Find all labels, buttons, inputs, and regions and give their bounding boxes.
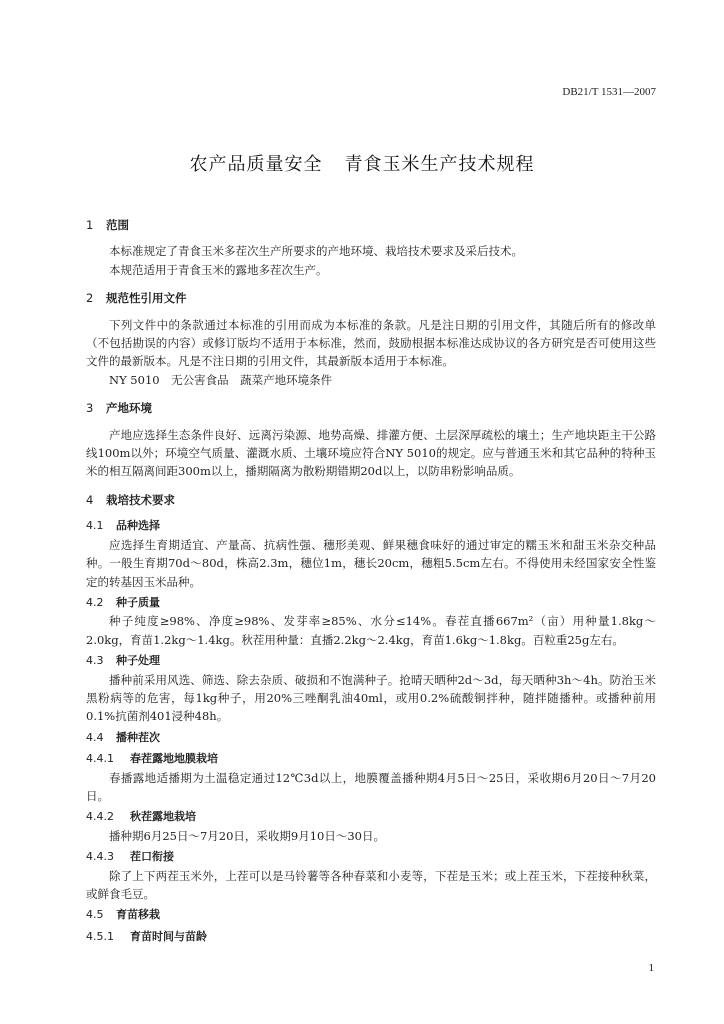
document-title [0, 150, 724, 176]
subsection-heading-4-5-1: 4.5.1 育苗时间与苗龄 [86, 929, 207, 943]
title-part-b: 青食玉米生产技术规程 [344, 154, 535, 175]
paragraph: 本规范适用于青食玉米的露地多茬次生产。 [109, 262, 328, 277]
subsection-heading-4-4-1: 4.4.1 春茬露地地膜栽培 [86, 752, 218, 766]
paragraph: 播种期6月25日～7月20日，采收期9月10日～30日。 [109, 828, 385, 843]
page-number: 1 [648, 962, 654, 974]
paragraph: 播种前采用风选、筛选、除去杂质、破损和不饱满种子。抢晴天晒种2d～3d，每天晒种3h～4h。防治玉米黑粉病等的危害，每1kg种子，用20%三唑酮乳油40ml，或用0.2%硫酸铜拌种，随拌随播种。或播种前用0.1%抗菌剂401浸种48h。 [86, 672, 656, 724]
reference-item: NY 5010 无公害食品 蔬菜产地环境条件 [109, 372, 333, 387]
subsection-heading-4-1: 4.1 品种选择 [86, 519, 160, 533]
subsection-heading-4-5: 4.5 育苗移栽 [86, 908, 160, 922]
section-heading-2: 2 规范性引用文件 [86, 291, 187, 306]
subsection-heading-4-3: 4.3 种子处理 [86, 654, 160, 668]
paragraph: 种子纯度≥98%、净度≥98%、发芽率≥85%、水分≤14%。春茬直播667m²（亩）用种量1.8kg～2.0kg，育苗1.2kg～1.4kg。秋茬用种量：直播2.2kg～2.4kg，育苗1.6kg～1.8kg。百粒重25g左右。 [86, 614, 656, 647]
paragraph: 除了上下两茬玉米外，上茬可以是马铃薯等各种春菜和小麦等，下茬是玉米；或上茬玉米，下茬接种秋菜，或鲜食毛豆。 [86, 868, 656, 901]
subsection-heading-4-2: 4.2 种子质量 [86, 595, 160, 609]
paragraph: 本标准规定了青食玉米多茬次生产所要求的产地环境、栽培技术要求及采后技术。 [109, 244, 523, 259]
paragraph: 应选择生育期适宜、产量高、抗病性强、穗形美观、鲜果穗食味好的通过审定的糯玉米和甜玉米杂交种品种。一般生育期70d～80d，株高2.3m，穗位1m，穗长20cm，穗粗5.5cm左右。不得使用未经国家安全性鉴定的转基因玉米品种。 [86, 537, 656, 589]
standard-code: DB21/T 1531—2007 [562, 86, 656, 98]
subsection-heading-4-4-2: 4.4.2 秋茬露地栽培 [86, 810, 196, 824]
section-heading-3: 3 产地环境 [86, 401, 152, 416]
paragraph: 产地应选择生态条件良好、远离污染源、地势高燥、排灌方便、土层深厚疏松的壤土；生产地块距主干公路线100m以外；环境空气质量、灌溉水质、土壤环境应符合NY 5010的规定。应与普通玉米和其它品种的特种玉米的相互隔离间距300m以上，播期隔离为散粉期错期20d以上，以防串粉影响品质。 [86, 427, 656, 479]
section-heading-4: 4 栽培技术要求 [86, 492, 175, 507]
document-body [86, 206, 656, 946]
title-part-a: 农产品质量安全 [189, 154, 323, 175]
subsection-heading-4-4-3: 4.4.3 茬口衔接 [86, 850, 174, 864]
section-heading-1: 1 范围 [86, 218, 129, 232]
paragraph: 春播露地适播期为土温稳定通过12℃3d以上，地膜覆盖播种期4月5日～25日，采收期6月20日～7月20日。 [86, 770, 656, 803]
paragraph: 下列文件中的条款通过本标准的引用而成为本标准的条款。凡是注日期的引用文件，其随后所有的修改单（不包括勘误的内容）或修订版均不适用于本标准，然而，鼓励根据本标准达成协议的各方研究是否可使用这些文件的最新版本。凡是不注日期的引用文件，其最新版本适用于本标准。 [86, 317, 656, 369]
subsection-heading-4-4: 4.4 播种茬次 [86, 730, 160, 744]
